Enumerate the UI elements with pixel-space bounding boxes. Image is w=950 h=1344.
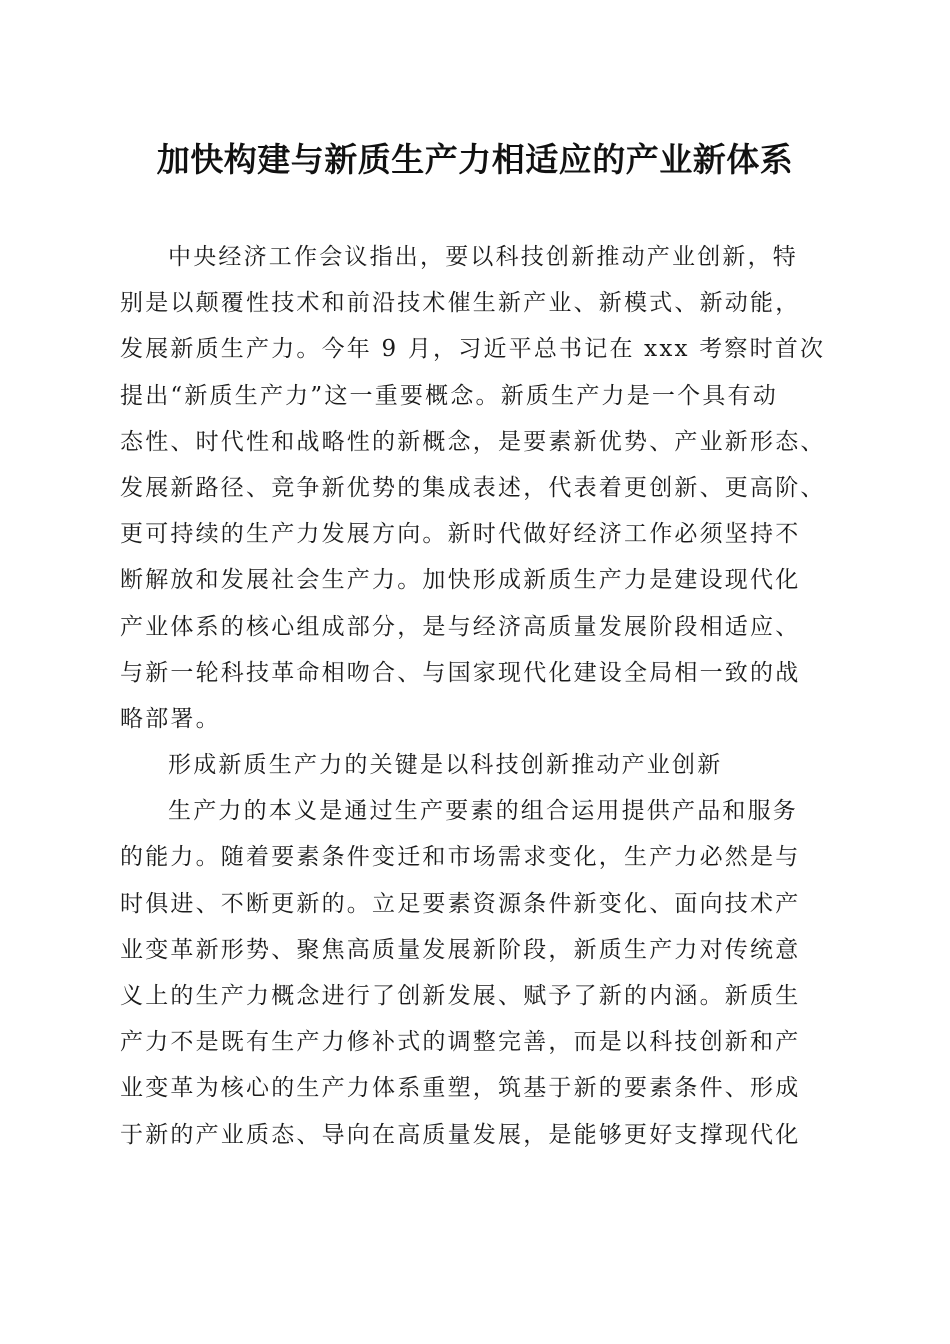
paragraph-line: 更可持续的生产力发展方向。新时代做好经济工作必须坚持不 [120,521,801,548]
paragraph-line: 发展新质生产力。今年 9 月，习近平总书记在 xxx 考察时首次 [120,336,826,363]
paragraph-line: 产力不是既有生产力修补式的调整完善，而是以科技创新和产 [120,1029,801,1056]
paragraph-line: 略部署。 [120,705,221,732]
paragraph-line: 中央经济工作会议指出，要以科技创新推动产业创新，特 [168,244,798,270]
paragraph-line: 态性、时代性和战略性的新概念，是要素新优势、产业新形态、 [120,428,826,455]
document-body [120,234,832,1158]
paragraph-line: 与新一轮科技革命相吻合、与国家现代化建设全局相一致的战 [120,659,801,686]
paragraph-line: 时俱进、不断更新的。立足要素资源条件新变化、面向技术产 [120,890,801,917]
paragraph-line: 断解放和发展社会生产力。加快形成新质生产力是建设现代化 [120,567,801,594]
paragraph-line: 生产力的本义是通过生产要素的组合运用提供产品和服务 [168,798,798,825]
paragraph-line: 的能力。随着要素条件变迁和市场需求变化，生产力必然是与 [120,844,801,871]
paragraph-line: 提出“新质生产力”这一重要概念。新质生产力是一个具有动 [120,382,778,409]
paragraph-line: 于新的产业质态、导向在高质量发展，是能够更好支撑现代化 [120,1121,801,1148]
section-heading: 形成新质生产力的关键是以科技创新推动产业创新 [168,752,723,779]
paragraph-line: 别是以颠覆性技术和前沿技术催生新产业、新模式、新动能， [120,290,801,317]
paragraph-line: 业变革新形势、聚焦高质量发展新阶段，新质生产力对传统意 [120,936,801,963]
document-title: 加快构建与新质生产力相适应的产业新体系 [156,140,794,179]
paragraph-line: 发展新路径、竞争新优势的集成表述，代表着更创新、更高阶、 [120,474,826,501]
paragraph-line: 产业体系的核心组成部分，是与经济高质量发展阶段相适应、 [120,613,801,640]
paragraph-line: 义上的生产力概念进行了创新发展、赋予了新的内涵。新质生 [120,983,801,1009]
paragraph-line: 业变革为核心的生产力体系重塑，筑基于新的要素条件、形成 [120,1075,801,1102]
